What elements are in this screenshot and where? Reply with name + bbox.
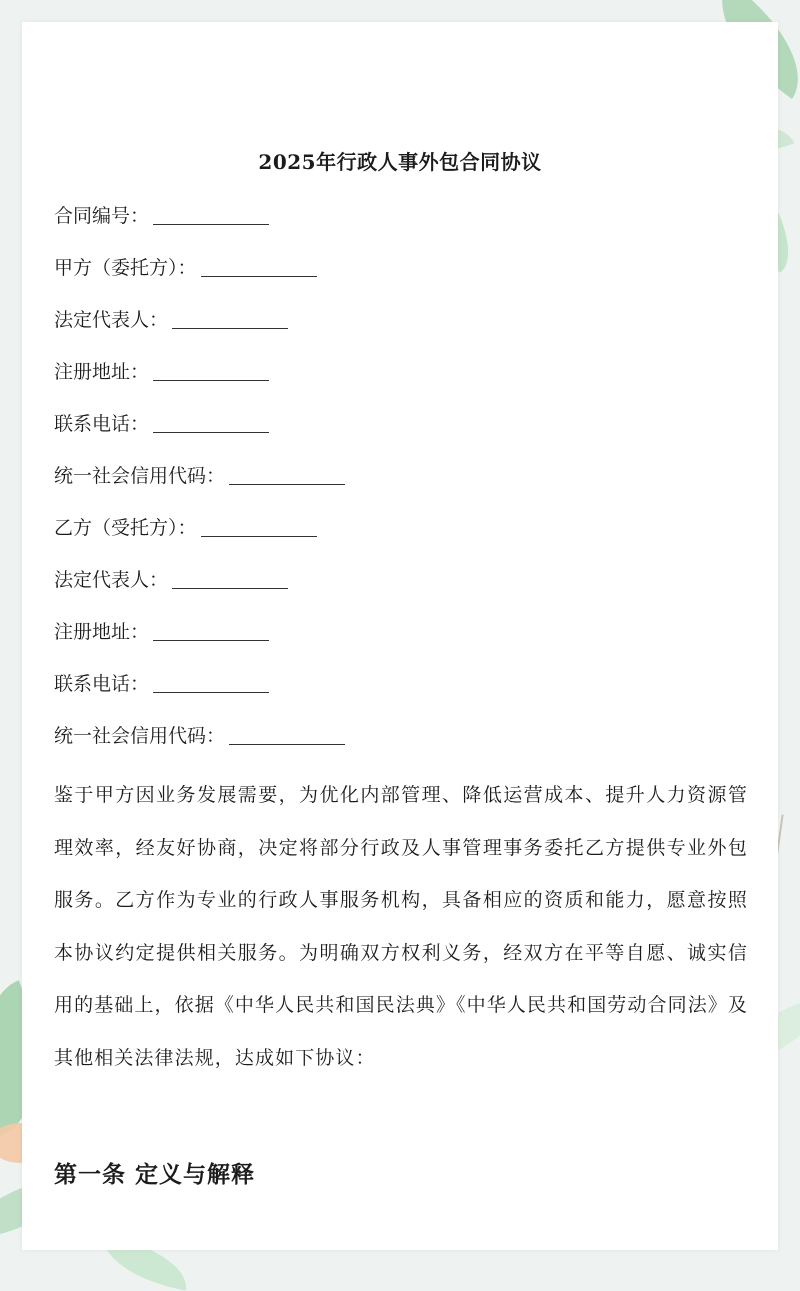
fill-in-blank <box>229 732 345 745</box>
field-label: 联系电话： <box>54 412 150 435</box>
document-title: 2025年行政人事外包合同协议 <box>258 150 542 174</box>
fill-in-blank <box>153 368 269 381</box>
document-page <box>22 22 778 1250</box>
fill-in-blank <box>201 264 317 277</box>
field-party-b-phone <box>54 656 345 708</box>
field-label: 联系电话： <box>54 672 150 695</box>
article-heading: 第一条 定义与解释 <box>54 1162 256 1188</box>
field-party-b-credit-code <box>54 708 345 760</box>
field-label: 法定代表人： <box>54 308 169 331</box>
field-contract-number <box>54 188 345 240</box>
field-party-b <box>54 500 345 552</box>
field-label: 乙方（受托方）： <box>54 516 197 539</box>
field-party-b-legal-rep <box>54 552 345 604</box>
field-label: 统一社会信用代码： <box>54 464 226 487</box>
field-label: 法定代表人： <box>54 568 169 591</box>
fill-in-blank <box>172 576 288 589</box>
contract-fields <box>54 188 345 760</box>
fill-in-blank <box>172 316 288 329</box>
fill-in-blank <box>153 628 269 641</box>
fill-in-blank <box>153 420 269 433</box>
fill-in-blank <box>201 524 317 537</box>
field-party-b-address <box>54 604 345 656</box>
field-label: 注册地址： <box>54 620 150 643</box>
field-party-a-credit-code <box>54 448 345 500</box>
field-party-a-legal-rep <box>54 292 345 344</box>
field-label: 统一社会信用代码： <box>54 724 226 747</box>
field-label: 注册地址： <box>54 360 150 383</box>
fill-in-blank <box>153 680 269 693</box>
fill-in-blank <box>153 212 269 225</box>
field-party-a <box>54 240 345 292</box>
field-label: 甲方（委托方）： <box>54 256 197 279</box>
preamble-paragraph: 鉴于甲方因业务发展需要，为优化内部管理、降低运营成本、提升人力资源管理效率，经友好协商，决定将部分行政及人事管理事务委托乙方提供专业外包服务。乙方作为专业的行政人事服务机构，具备相应的资质和能力，愿意按照本协议约定提供相关服务。为明确双方权利义务，经双方在平等自愿、诚实信用的基础上，依据《中华人民共和国民法典》《中华人民共和国劳动合同法》及其他相关法律法规，达成如下协议： <box>54 784 749 1069</box>
fill-in-blank <box>229 472 345 485</box>
field-party-a-address <box>54 344 345 396</box>
field-label: 合同编号： <box>54 204 150 227</box>
field-party-a-phone <box>54 396 345 448</box>
